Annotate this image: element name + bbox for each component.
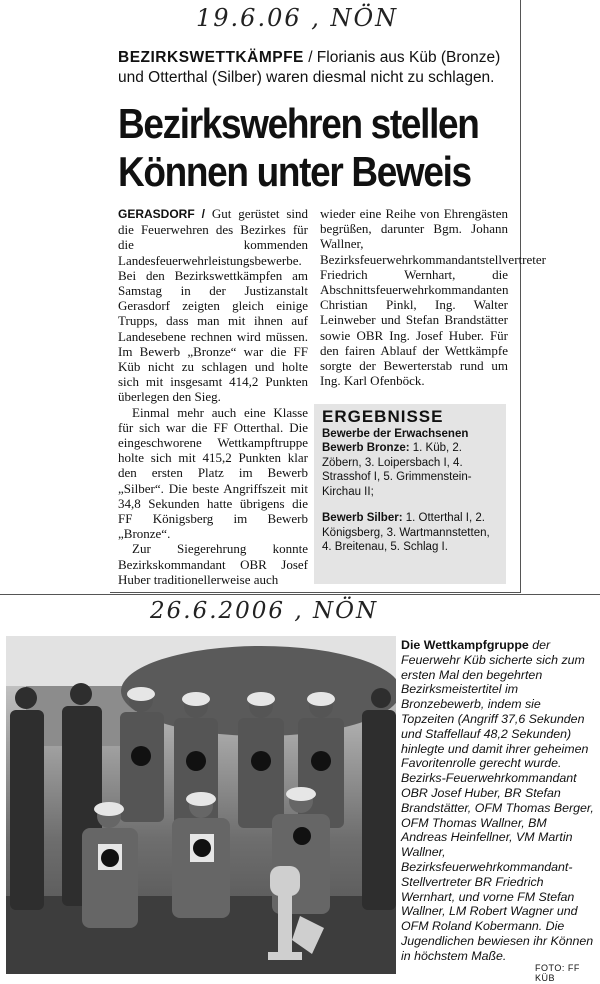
headline-line-1: Bezirkswehren stellen [118, 100, 479, 147]
dateline: GERASDORF / [118, 207, 212, 221]
paragraph-4: wieder eine Reihe von Ehrengästen begrüßen, darunter Bgm. Johann Wallner, Bezirksfeuerwehrkommandantstellvertreter Friedrich Wernhart, die Abschnittsfeuerwehrkommandanten Christian Pinkl, Ing. Walter Leinweber und Stefan Brandstätter sowie OBR Ing. Josef Huber. Für den fairen Ablauf der Wettkämpfe sorgte der Bewerterstab rund um Ing. Karl Ofenböck. [320, 206, 546, 389]
kicker-text: / Florianis aus Küb (Bronze) und Otterthal (Silber) waren diesmal nicht zu schlagen. [118, 49, 501, 86]
handwritten-date-note-2: 26.6.2006 , NÖN [150, 598, 379, 624]
kicker-label: BEZIRKSWETTKÄMPFE [118, 49, 304, 66]
photo-caption [401, 638, 595, 964]
article-headline [118, 100, 488, 196]
headline-line-2: Können unter Beweis [118, 148, 471, 195]
results-box [314, 404, 506, 584]
handwritten-date-note: 19.6.06 , NÖN [196, 4, 399, 32]
results-title: ERGEBNISSE [322, 407, 444, 426]
paragraph-1: Gut gerüstet sind die Feuerwehren des Bezirkes für die kommenden Landesfeuerwehrleistungsbewerbe. Bei den Bezirkswettkämpfen am Samstag in der Justizanstalt Gerasdorf zeigten gleich einige Trupps, dass man mit ihnen auf Landesebene rechnen wird müssen. Im Bewerb „Bronze“ war die FF Küb nicht zu schlagen und holte sich mit insgesamt 414,2 Punkten überlegen den Sieg. [118, 206, 308, 405]
paragraph-2: Einmal mehr auch eine Klasse für sich war die FF Otterthal. Die eingeschworene Wettkampftruppe holte sich mit 415,2 Punkten klar den ersten Platz im Bewerb „Silber“. Die beste Angriffszeit mit 34,8 Sekunden hatte übrigens die FF Königsberg im Bewerb „Bronze“. [118, 404, 308, 542]
team-photo [6, 636, 396, 974]
caption-text: der Feuerwehr Küb sicherte sich zum ersten Mal den begehrten Bezirksmeistertitel im Bronzebewerb, indem sie Topzeiten (Angriff 37,6 Sekunden und Staffellauf 48,2 Sekunden) hinlegte und damit ihrer geheimen Favoritenrolle gerecht wurde. Bezirks-Feuerwehrkommandant OBR Josef Huber, BR Stefan Brandstätter, OFM Thomas Berger, OFM Thomas Wallner, BM Andreas Heinfellner, VM Martin Wallner, Bezirksfeuerwehrkommandant-Stellvertreter BR Friedrich Wernhart, und vorne FM Stefan Wallner, LM Robert Wagner und OFM Roland Kobermann. Die Jugendlichen bewiesen ihr Können in höchstem Maße. [401, 638, 594, 963]
bronze-label: Bewerb Bronze: [322, 442, 410, 454]
bronze-results: 1. Küb, 2. Zöbern, 3. Loipersbach I, 4. Strasshof I, 5. Grimmenstein-Kirchau II; [322, 442, 472, 498]
results-section: Bewerbe der Erwachsenen [322, 427, 469, 440]
silver-results: 1. Otterthal I, 2. Königsberg, 3. Wartmannstetten, 4. Breitenau, 5. Schlag I. [322, 512, 490, 553]
article-column-1 [118, 206, 308, 587]
article-column-2 [320, 206, 546, 389]
paragraph-3: Zur Siegerehrung konnte Bezirkskommandant OBR Josef Huber traditionellerweise auch [118, 541, 308, 587]
article-kicker [118, 48, 518, 88]
caption-lead: Die Wettkampfgruppe [401, 638, 529, 652]
photo-credit: FOTO: FF KÜB [535, 963, 580, 983]
team-photo-drawing [6, 636, 396, 974]
silver-label: Bewerb Silber: [322, 512, 403, 524]
